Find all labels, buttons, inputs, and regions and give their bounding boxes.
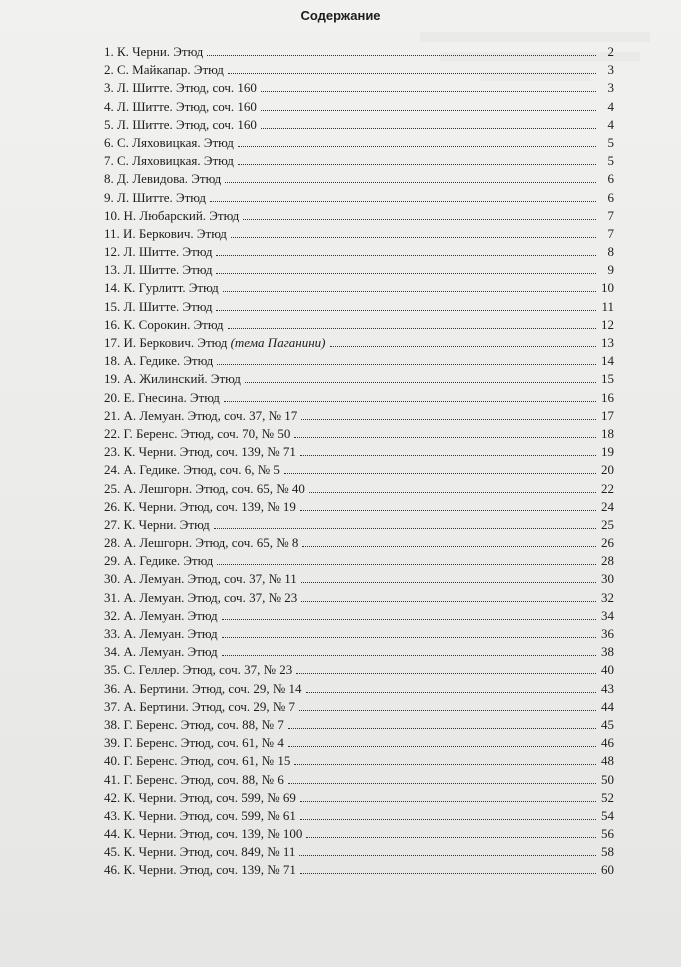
toc-entry [104,299,614,317]
toc-page-number: 26 [601,535,614,551]
toc-page-number: 56 [601,826,614,842]
toc-entry-title [104,826,304,842]
dot-leader [299,855,596,856]
toc-entry-label: 29. А. Гедике. Этюд [104,553,214,569]
dot-leader [300,510,596,511]
toc-entry-title [104,280,221,296]
toc-entry [104,481,614,499]
toc-entry-label: 9. Л. Шитте. Этюд [104,189,206,205]
toc-entry-title [104,481,307,497]
toc-page-number: 4 [607,98,614,114]
dot-leader [300,819,596,820]
table-of-contents [104,44,614,881]
toc-entry [104,862,614,880]
toc-entry [104,244,614,262]
toc-page-number: 38 [601,644,614,660]
toc-entry [104,808,614,826]
toc-entry-title [104,171,223,187]
toc-page-number: 25 [601,516,614,532]
toc-entry-title [104,844,297,860]
toc-entry-title [104,590,299,606]
toc-entry-label: 46. К. Черни. Этюд, соч. 139, № 71 [104,862,296,878]
toc-page-number: 7 [607,207,614,223]
toc-entry-label: 1. К. Черни. Этюд [104,44,204,59]
toc-entry [104,644,614,662]
toc-entry [104,699,614,717]
toc-entry [104,571,614,589]
toc-page-number: 17 [601,407,614,423]
dot-leader [288,746,596,747]
toc-entry-label: 15. Л. Шитте. Этюд [104,298,213,314]
toc-page-number: 20 [601,462,614,478]
toc-entry-title [104,353,215,369]
dot-leader [306,837,596,838]
toc-entry-label: 42. К. Черни. Этюд, соч. 599, № 69 [104,789,296,805]
dot-leader [216,255,596,256]
toc-entry-title [104,535,300,551]
toc-entry-title [104,44,205,60]
toc-entry-label: 20. Е. Гнесина. Этюд [104,389,220,405]
toc-entry-title [104,553,215,569]
toc-entry-label: 21. А. Лемуан. Этюд, соч. 37, № 17 [104,407,298,423]
toc-page-number: 60 [601,862,614,878]
toc-entry-label: 18. А. Гедике. Этюд [104,353,214,369]
dot-leader [294,437,596,438]
toc-entry-label: 35. С. Геллер. Этюд, соч. 37, № 23 [104,662,293,678]
dot-leader [261,110,596,111]
toc-entry-label: 41. Г. Беренс. Этюд, соч. 88, № 6 [104,771,284,787]
toc-page-number: 24 [601,498,614,514]
dot-leader [296,673,596,674]
toc-page-number: 43 [601,680,614,696]
dot-leader [284,473,596,474]
toc-entry [104,626,614,644]
toc-entry-label: 3. Л. Шитте. Этюд, соч. 160 [104,80,257,96]
toc-entry [104,408,614,426]
dot-leader [216,310,596,311]
toc-entry-title [104,608,220,624]
toc-entry [104,662,614,680]
dot-leader [261,128,596,129]
dot-leader [301,582,596,583]
dot-leader [300,873,596,874]
dot-leader [231,237,596,238]
dot-leader [300,455,596,456]
toc-entry-title [104,208,241,224]
toc-page-number: 46 [601,735,614,751]
dot-leader [222,637,596,638]
toc-entry-label: 4. Л. Шитте. Этюд, соч. 160 [104,98,257,114]
toc-entry-label: 8. Д. Левидова. Этюд [104,171,222,187]
toc-page-number: 13 [601,335,614,350]
toc-entry-title [104,753,292,769]
dot-leader [224,401,596,402]
toc-entry [104,135,614,153]
toc-entry-label: 25. А. Лешгорн. Этюд, соч. 65, № 40 [104,480,305,496]
toc-entry [104,80,614,98]
toc-entry [104,117,614,135]
toc-entry [104,444,614,462]
toc-entry [104,262,614,280]
toc-page-number: 22 [601,480,614,496]
toc-entry [104,153,614,171]
dot-leader [302,546,596,547]
toc-entry-title [104,262,214,278]
toc-entry-title [104,408,299,424]
toc-entry-label: 37. А. Бертини. Этюд, соч. 29, № 7 [104,698,296,714]
toc-entry-label: 40. Г. Беренс. Этюд, соч. 61, № 15 [104,753,291,769]
toc-entry-label: 32. А. Лемуан. Этюд [104,607,218,623]
dot-leader [222,619,596,620]
dot-leader [294,764,596,765]
dot-leader [223,291,596,292]
toc-page-number: 4 [607,116,614,132]
toc-page-number: 16 [601,389,614,405]
toc-entry [104,517,614,535]
toc-entry-label: 44. К. Черни. Этюд, соч. 139, № 100 [104,826,303,842]
toc-entry [104,426,614,444]
dot-leader [238,146,596,147]
toc-entry-title [104,735,286,751]
toc-page-number: 52 [601,789,614,805]
toc-entry-title [104,299,214,315]
toc-entry [104,390,614,408]
dot-leader [228,73,596,74]
toc-page-number: 18 [601,425,614,441]
dot-leader [207,55,596,56]
toc-page-number: 32 [601,589,614,605]
toc-entry-label: 38. Г. Беренс. Этюд, соч. 88, № 7 [104,716,284,732]
toc-entry-title [104,462,282,478]
dot-leader [288,783,596,784]
dot-leader [301,601,596,602]
toc-entry [104,171,614,189]
dot-leader [299,710,596,711]
page-title: Содержание [300,8,381,23]
toc-entry-label: 33. А. Лемуан. Этюд [104,626,218,641]
dot-leader [245,382,596,383]
toc-entry [104,226,614,244]
toc-entry-title [104,772,286,788]
dot-leader [210,201,596,202]
toc-entry-title [104,790,298,806]
toc-entry [104,499,614,517]
dot-leader [243,219,596,220]
toc-entry-title [104,444,298,460]
toc-page-number: 50 [601,771,614,787]
toc-entry-label: 14. К. Гурлитт. Этюд [104,280,219,296]
toc-page-number: 7 [607,225,614,241]
toc-entry [104,317,614,335]
dot-leader [214,528,596,529]
toc-page-number: 8 [607,244,614,260]
toc-entry-label: 43. К. Черни. Этюд, соч. 599, № 61 [104,807,296,823]
toc-entry-label: 28. А. Лешгорн. Этюд, соч. 65, № 8 [104,535,299,551]
toc-entry [104,772,614,790]
toc-entry-label: 2. С. Майкапар. Этюд [104,62,224,78]
toc-page-number: 5 [607,134,614,150]
toc-entry [104,335,614,353]
toc-page-number: 54 [601,807,614,823]
toc-entry-label: 22. Г. Беренс. Этюд, соч. 70, № 50 [104,425,291,441]
toc-entry-title [104,499,298,515]
toc-page-number: 14 [601,353,614,369]
toc-entry-title [104,862,298,878]
dot-leader [217,364,596,365]
toc-entry-label: 13. Л. Шитте. Этюд [104,262,213,278]
toc-entry-label: 7. С. Ляховицкая. Этюд [104,153,234,169]
toc-entry-label: 6. С. Ляховицкая. Этюд [104,134,234,150]
toc-page-number: 3 [607,62,614,78]
toc-entry-label: 39. Г. Беренс. Этюд, соч. 61, № 4 [104,735,284,751]
toc-entry-title [104,626,220,642]
toc-entry [104,371,614,389]
toc-entry-label: 26. К. Черни. Этюд, соч. 139, № 19 [104,498,296,514]
toc-page-number: 58 [601,844,614,860]
toc-entry-title [104,699,297,715]
toc-entry-title [104,717,286,733]
toc-entry-label: 31. А. Лемуан. Этюд, соч. 37, № 23 [104,589,298,605]
dot-leader [288,728,596,729]
toc-entry-title [104,244,214,260]
toc-entry-label: 5. Л. Шитте. Этюд, соч. 160 [104,116,257,132]
toc-entry [104,753,614,771]
toc-entry [104,681,614,699]
toc-page-number: 48 [601,753,614,769]
toc-page-number: 36 [601,626,614,641]
toc-entry-label: 16. К. Сорокин. Этюд [104,316,224,332]
toc-entry [104,735,614,753]
toc-entry [104,717,614,735]
dot-leader [217,564,596,565]
toc-entry-label: 36. А. Бертини. Этюд, соч. 29, № 14 [104,680,302,696]
toc-page-number: 6 [607,189,614,205]
toc-entry-title [104,99,259,115]
dot-leader [222,655,596,656]
dot-leader [300,801,596,802]
toc-page-number: 15 [601,371,614,387]
toc-page-number: 6 [607,171,614,187]
toc-entry-label: 19. А. Жилинский. Этюд [104,371,241,387]
toc-entry-label: 23. К. Черни. Этюд, соч. 139, № 71 [104,444,296,460]
toc-entry [104,844,614,862]
toc-page-number: 2 [607,44,614,59]
toc-entry-label: 27. К. Черни. Этюд [104,516,210,532]
dot-leader [228,328,596,329]
toc-page-number: 10 [601,280,614,296]
toc-page-number: 3 [607,80,614,96]
toc-entry-title [104,681,304,697]
toc-entry-title [104,190,208,206]
toc-entry-title [104,80,259,96]
toc-entry-label: 17. И. Беркович. Этюд [104,335,228,350]
toc-entry-label: 10. Н. Любарский. Этюд [104,207,240,223]
dot-leader [261,91,596,92]
toc-entry [104,190,614,208]
toc-page-number: 12 [601,316,614,332]
dot-leader [306,692,596,693]
toc-entry-note: (тема Паганини) [230,335,326,350]
toc-entry [104,590,614,608]
toc-entry-label: 45. К. Черни. Этюд, соч. 849, № 11 [104,844,296,860]
toc-entry [104,280,614,298]
toc-entry-title [104,662,294,678]
toc-page-number: 28 [601,553,614,569]
toc-entry [104,44,614,62]
toc-entry [104,553,614,571]
toc-entry-title [104,390,222,406]
toc-entry-title [104,117,259,133]
toc-entry-title [104,62,226,78]
dot-leader [301,419,596,420]
toc-entry-title [104,571,299,587]
toc-entry-label: 30. А. Лемуан. Этюд, соч. 37, № 11 [104,571,297,587]
dot-leader [330,346,597,347]
toc-entry [104,62,614,80]
toc-page-number: 45 [601,716,614,732]
dot-leader [216,273,596,274]
toc-entry-title [104,135,236,151]
toc-page-number: 30 [601,571,614,587]
toc-entry-title [104,317,226,333]
dot-leader [225,182,596,183]
toc-entry-title [104,226,229,242]
toc-entry-title [104,153,236,169]
toc-page-number: 5 [607,153,614,169]
toc-entry [104,535,614,553]
toc-entry-label: 34. А. Лемуан. Этюд [104,644,218,660]
toc-entry [104,462,614,480]
toc-entry [104,353,614,371]
toc-page-number: 34 [601,607,614,623]
toc-entry [104,826,614,844]
toc-entry-label: 12. Л. Шитте. Этюд [104,244,213,260]
toc-entry [104,790,614,808]
toc-page-number: 19 [601,444,614,460]
toc-page-number: 9 [607,262,614,278]
toc-entry-label: 11. И. Беркович. Этюд [104,225,227,241]
dot-leader [309,492,596,493]
toc-entry-title [104,808,298,824]
toc-entry-label: 24. А. Гедике. Этюд, соч. 6, № 5 [104,462,280,478]
toc-entry-title [104,371,243,387]
toc-entry [104,608,614,626]
toc-page-number: 40 [601,662,614,678]
toc-entry-title [104,644,220,660]
dot-leader [238,164,596,165]
toc-entry-title [104,335,328,351]
toc-entry-title [104,517,212,533]
toc-page-number: 11 [601,298,614,314]
toc-page-number: 44 [601,698,614,714]
toc-entry [104,99,614,117]
toc-entry [104,208,614,226]
toc-entry-title [104,426,292,442]
